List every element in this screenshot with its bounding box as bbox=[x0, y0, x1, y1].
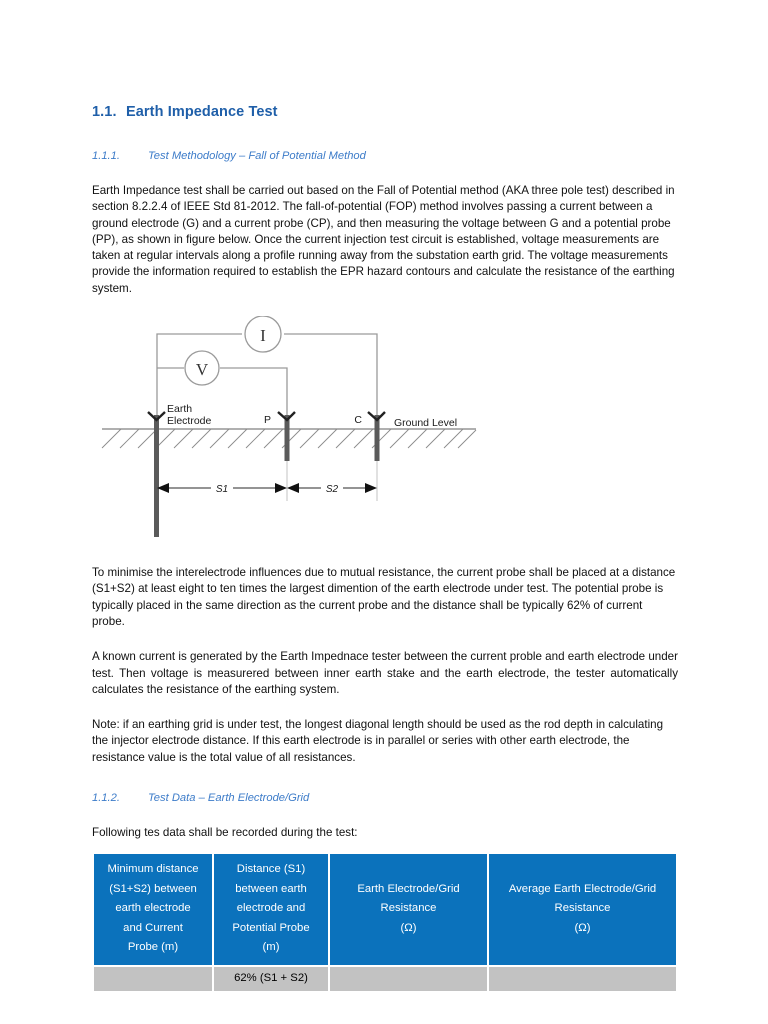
subsection-heading-2 bbox=[92, 792, 678, 804]
table-header-average-resistance bbox=[489, 854, 676, 965]
dimension-s1-label: S1 bbox=[215, 484, 229, 496]
test-data-table bbox=[92, 852, 678, 993]
cell-min-distance[interactable] bbox=[94, 967, 212, 991]
header-line: Distance (S1) bbox=[236, 863, 306, 876]
cell-resistance[interactable] bbox=[330, 967, 487, 991]
earth-electrode-label-line1: Earth bbox=[167, 403, 193, 416]
dimension-s2-label: S2 bbox=[325, 484, 339, 496]
table-header-min-distance bbox=[94, 854, 212, 965]
header-line: Resistance bbox=[554, 902, 611, 915]
ammeter-label: I bbox=[260, 326, 266, 346]
header-line: and Current bbox=[123, 921, 183, 934]
ground-level-label: Ground Level bbox=[394, 417, 458, 430]
header-line: electrode and bbox=[236, 902, 306, 915]
voltmeter-label: V bbox=[195, 360, 209, 380]
table-header-resistance bbox=[330, 854, 487, 965]
table-row bbox=[94, 967, 676, 991]
potential-probe-label: P bbox=[263, 414, 271, 427]
section-number: 1.1. bbox=[92, 104, 117, 120]
header-line: (S1+S2) between bbox=[109, 882, 197, 895]
header-line: Minimum distance bbox=[107, 863, 199, 876]
paragraph-methodology: Earth Impedance test shall be carried out based on the Fall of Potential method (AKA three pole test) described in section 8.2.2.4 of IEEE Std 81-2012. The fall-of-potential (FOP) method involves passing a current between a ground electrode (G) and a current probe (CP), and then measuring the voltage between G and a potential probe (PP), as shown in figure below. Once the current injection test circuit is established, voltage measurements are taken at regular intervals along a profile running away from the substation earth grid. The voltage measurements provide the information required to establish the EPR hazard contours and calculate the resistance of the earthing system. bbox=[92, 184, 675, 295]
paragraph-interelectrode: To minimise the interelectrode influences due to mutual resistance, the current probe shall be placed at a distance (S1+S2) at least eight to ten times the largest dimention of the earth electrode under test. The potential probe is typically placed in the same direction as the current probe and the distance shall be typically 62% of current probe. bbox=[92, 566, 676, 628]
section-title: Earth Impedance Test bbox=[126, 104, 278, 120]
header-line: (m) bbox=[262, 941, 280, 954]
page-content bbox=[92, 104, 678, 993]
table-header-row bbox=[94, 854, 676, 965]
section-heading bbox=[92, 104, 678, 120]
earth-electrode-label-line2: Electrode bbox=[167, 415, 212, 428]
header-line: between earth bbox=[235, 882, 307, 895]
header-line: Average Earth Electrode/Grid bbox=[508, 882, 657, 895]
paragraph-note: Note: if an earthing grid is under test, the longest diagonal length should be used as the rod depth in calculating the injector electrode distance. If this earth electrode is in parallel or series with other earth electrode, the resistance value is the total value of all resistances. bbox=[92, 718, 664, 764]
header-line: Probe (m) bbox=[127, 941, 179, 954]
subsection-1-number: 1.1.1. bbox=[92, 150, 120, 162]
header-line: earth electrode bbox=[115, 902, 191, 915]
subsection-2-number: 1.1.2. bbox=[92, 792, 120, 805]
cell-distance-s1[interactable]: 62% (S1 + S2) bbox=[214, 967, 328, 991]
current-probe-label: C bbox=[354, 414, 362, 427]
figure-fall-of-potential-diagram bbox=[94, 316, 484, 544]
table-header-distance-s1 bbox=[214, 854, 328, 965]
header-line: (Ω) bbox=[400, 921, 417, 934]
header-line: Resistance bbox=[380, 902, 437, 915]
subsection-heading-1 bbox=[92, 150, 678, 162]
header-line: Potential Probe bbox=[232, 921, 310, 934]
paragraph-known-current: A known current is generated by the Earth Impednace tester between the current proble and earth electrode under test. Then voltage is measurered between inner earth stake and the earth electrode, the tester automatically calculates the resistance of the earthing system. bbox=[92, 650, 678, 696]
cell-average-resistance[interactable] bbox=[489, 967, 676, 991]
header-line: (Ω) bbox=[574, 921, 591, 934]
subsection-1-title: Test Methodology – Fall of Potential Method bbox=[148, 150, 366, 162]
table-intro-text: Following tes data shall be recorded during the test: bbox=[92, 826, 358, 840]
subsection-2-title: Test Data – Earth Electrode/Grid bbox=[148, 792, 310, 805]
header-line: Earth Electrode/Grid bbox=[357, 882, 460, 895]
